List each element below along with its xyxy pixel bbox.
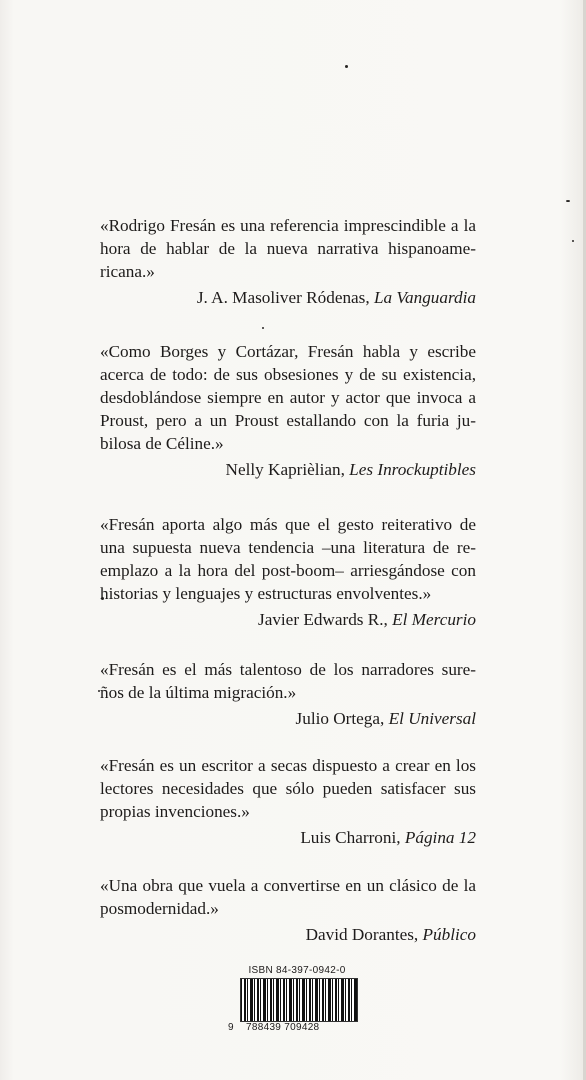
quote-attribution: [100, 458, 476, 481]
review-quote: [100, 214, 476, 309]
quote-author: Nelly Kaprièlian,: [225, 460, 345, 479]
print-speck: [566, 200, 570, 202]
quote-attribution: [100, 923, 476, 946]
quote-attribution: [100, 608, 476, 631]
quote-source: Público: [422, 925, 476, 944]
print-speck: [345, 65, 348, 68]
quote-author: J. A. Masoliver Ródenas,: [196, 288, 370, 307]
print-speck: [572, 240, 574, 242]
print-speck: [262, 327, 264, 329]
quote-text: «Fresán es el más talentoso de los narradores sure- ños de la última migración.»: [100, 660, 476, 702]
quote-author: Luis Charroni,: [300, 828, 401, 847]
quote-source: La Vanguardia: [373, 288, 476, 307]
quote-attribution: [100, 286, 476, 309]
quote-author: David Dorantes,: [305, 925, 419, 944]
quote-attribution: [100, 826, 476, 849]
isbn-label: ISBN 84-397-0942-0: [248, 965, 346, 976]
quote-author: Javier Edwards R.,: [258, 610, 388, 629]
quote-text: «Una obra que vuela a convertirse en un clásico de la posmodernidad.»: [100, 876, 476, 918]
barcode-digits: [228, 1022, 358, 1033]
quote-text: «Rodrigo Fresán es una referencia imprescindible a la hora de hablar de la nueva narrativa hispanoame- ricana.»: [100, 216, 476, 281]
quote-source: Página 12: [404, 828, 476, 847]
quote-source: El Universal: [388, 709, 476, 728]
review-quote: [100, 513, 476, 631]
review-quote: [100, 754, 476, 849]
barcode-first-digit: 9: [228, 1022, 234, 1033]
quote-source: El Mercurio: [392, 610, 476, 629]
quote-text: «Como Borges y Cortázar, Fresán habla y escribe acerca de todo: de sus obsesiones y de su existencia, desdoblándose siempre en autor y actor que invoca a Proust, pero a un Proust estallando con la furia ju- bilosa de Céline.»: [100, 342, 476, 453]
quote-text: «Fresán es un escritor a secas dispuesto a crear en los lectores necesidades que sólo pueden satisfacer sus propias invenciones.»: [100, 756, 476, 821]
review-quote: [100, 658, 476, 730]
quote-author: Julio Ortega,: [295, 709, 385, 728]
barcode-number: 788439 709428: [246, 1022, 320, 1033]
quote-text: «Fresán aporta algo más que el gesto reiterativo de una supuesta nueva tendencia –una literatura de re- emplazo a la hora del post-boom– arriesgándose con historias y lenguajes y estructuras envolventes.»: [100, 515, 476, 603]
barcode-bars: [240, 978, 358, 1022]
review-quote: [100, 874, 476, 946]
quote-source: Les Inrockuptibles: [349, 460, 476, 479]
isbn-barcode: [228, 965, 358, 1033]
review-quote: [100, 340, 476, 481]
quote-attribution: [100, 707, 476, 730]
